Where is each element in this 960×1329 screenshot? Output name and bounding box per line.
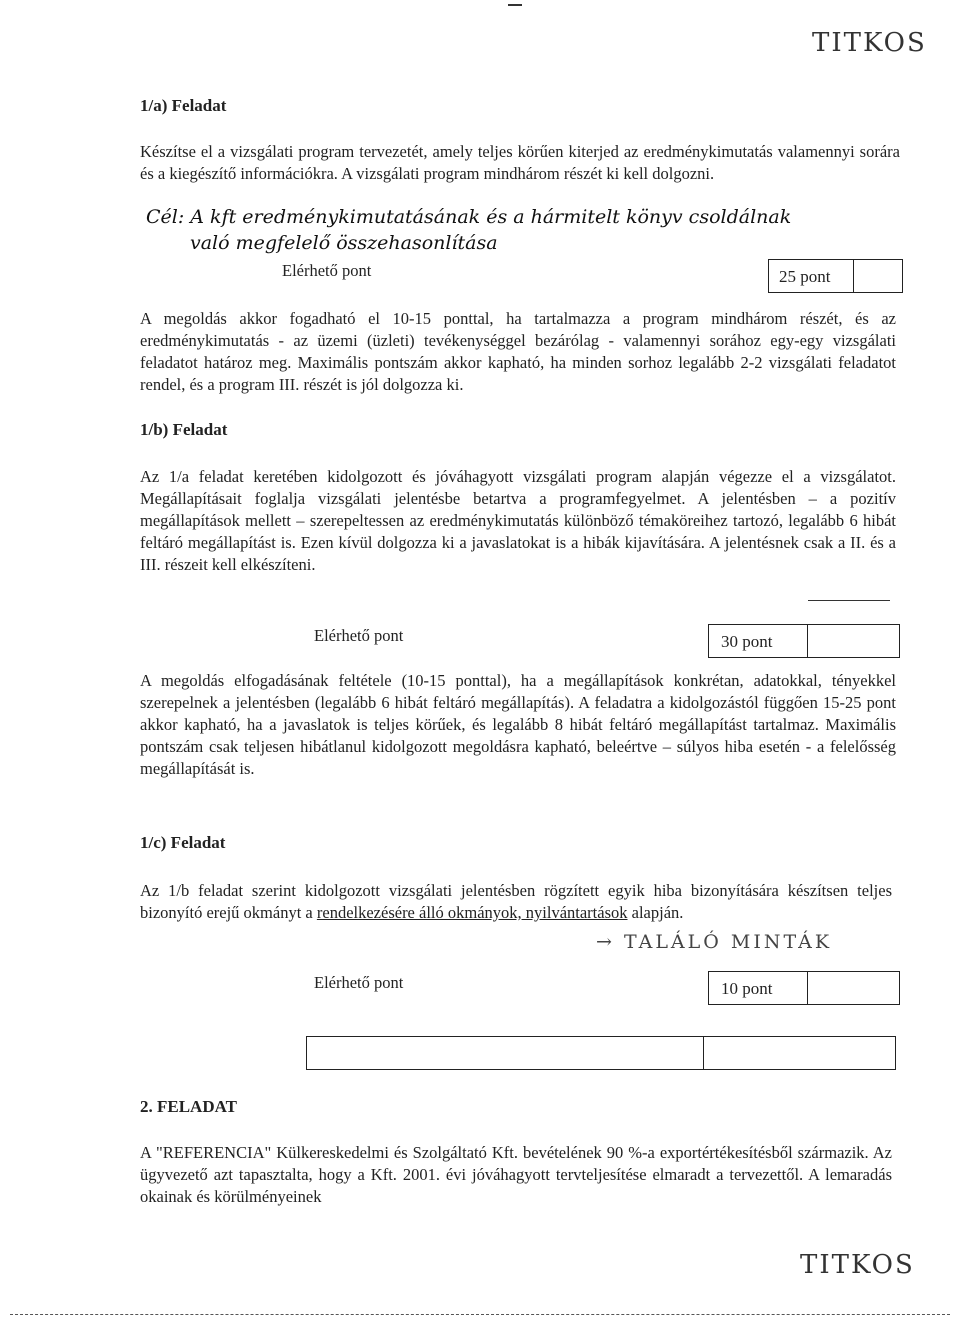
- section-1c-intro-underlined: rendelkezésére álló okmányok, nyilvántartások: [316, 903, 628, 922]
- section-1a-points-box: [768, 259, 903, 293]
- section-1b-criteria: A megoldás elfogadásának feltétele (10-15 ponttal), ha a megállapítások konkrétan, adatokkal, tényekkel szerepelnek a jelentésben (legalább 6 hibát feltáró megállapítás). A feladatra a kidolgozástól függően 15-25 pont akkor kapható, ha a javaslatok is teljes körűek, és legalább 8 hibát feltáró megállapítást tartalmaz. Maximális pontszám csak teljesen hibátlanul kidolgozott megoldásra kapható, beleértve – súlyos hiba esetén - a felelősség megállapítását is.: [140, 671, 896, 778]
- section-1c-points-box: [708, 971, 900, 1005]
- section-1c-intro-part1: Az 1/b feladat szerint kidolgozott vizsgálati jelentésben rögzített egyik hiba bizonyítására készítsen teljes bizonyító erejű okmányt a: [140, 881, 892, 922]
- section-1b-points-value: 30 pont: [721, 632, 773, 651]
- section-1b-points-box: [708, 624, 900, 658]
- handwritten-note-1a-line1: Cél: A kft eredménykimutatásának és a hármitelt könyv csoldálnak: [146, 206, 792, 228]
- stamp-top: TITKOS: [812, 28, 927, 58]
- section-1b-points-label: Elérhető pont: [314, 626, 404, 645]
- section-1a-intro: Készítse el a vizsgálati program tervezetét, amely teljes körűen kiterjed az eredménykimutatás valamennyi sorára és a kiegészítő információkra. A vizsgálati program mindhárom részét ki kell dolgozni.: [140, 142, 900, 183]
- handwritten-note-1a-line2: való megfelelő összehasonlítása: [190, 232, 498, 254]
- section-1c-intro: [140, 880, 892, 924]
- section-1b-underline-mark: [808, 600, 890, 601]
- handwritten-note-1c: → TALÁLÓ MINTÁK: [596, 931, 833, 953]
- section-2-heading: 2. FELADAT: [140, 1097, 237, 1116]
- section-1c-points-value: 10 pont: [721, 979, 773, 998]
- section-1c-intro-part2: alapján.: [627, 903, 684, 922]
- stamp-bottom: TITKOS: [800, 1250, 915, 1280]
- section-1b-intro: Az 1/a feladat keretében kidolgozott és jóváhagyott vizsgálati program alapján végezze el a vizsgálatot. Megállapításait foglalja vizsgálati jelentésbe betartva a programfegyelmet. A jelentésben – a pozitív megállapítások mellett – szerepeltessen az eredménykimutatás különböző témaköreihez tartozó, legalább 6 hibát feltáró megállapítást is. Ezen kívül dolgozza ki a javaslatokat is a hibák kijavítására. A jelentésnek csak a II. és a III. részeit kell elkészíteni.: [140, 467, 896, 574]
- section-1c-heading: 1/c) Feladat: [140, 833, 226, 852]
- total-formula: [307, 1044, 317, 1063]
- scan-mark: [508, 0, 522, 6]
- section-1a-heading: 1/a) Feladat: [140, 96, 227, 115]
- total-points-box: [306, 1036, 896, 1070]
- section-2-text: A "REFERENCIA" Külkereskedelmi és Szolgáltató Kft. bevételének 90 %-a exportértékesítésből származik. Az ügyvezető azt tapasztalta, hogy a Kft. 2001. évi jóváhagyott tervteljesítése elmaradt a tervezettől. A lemaradás okainak és körülményeinek: [140, 1143, 892, 1206]
- section-1a-criteria: A megoldás akkor fogadható el 10-15 ponttal, ha tartalmazza a program mindhárom részét, és az eredménykimutatás - az üzemi (üzleti) tevékenységgel bezárólag - valamennyi sorához egy-egy vizsgálati feladatot határoz meg. Maximális pontszám akkor kapható, ha minden sorhoz legalább 2-2 vizsgálati feladatot rendel, és a program III. részét is jól dolgozza ki.: [140, 309, 896, 394]
- section-1c-points-label: Elérhető pont: [314, 973, 404, 992]
- section-1a-points-value: 25 pont: [779, 267, 831, 286]
- section-1b-heading: 1/b) Feladat: [140, 420, 228, 439]
- page-bottom-rule: [10, 1314, 950, 1315]
- section-1a-points-label: Elérhető pont: [282, 261, 372, 280]
